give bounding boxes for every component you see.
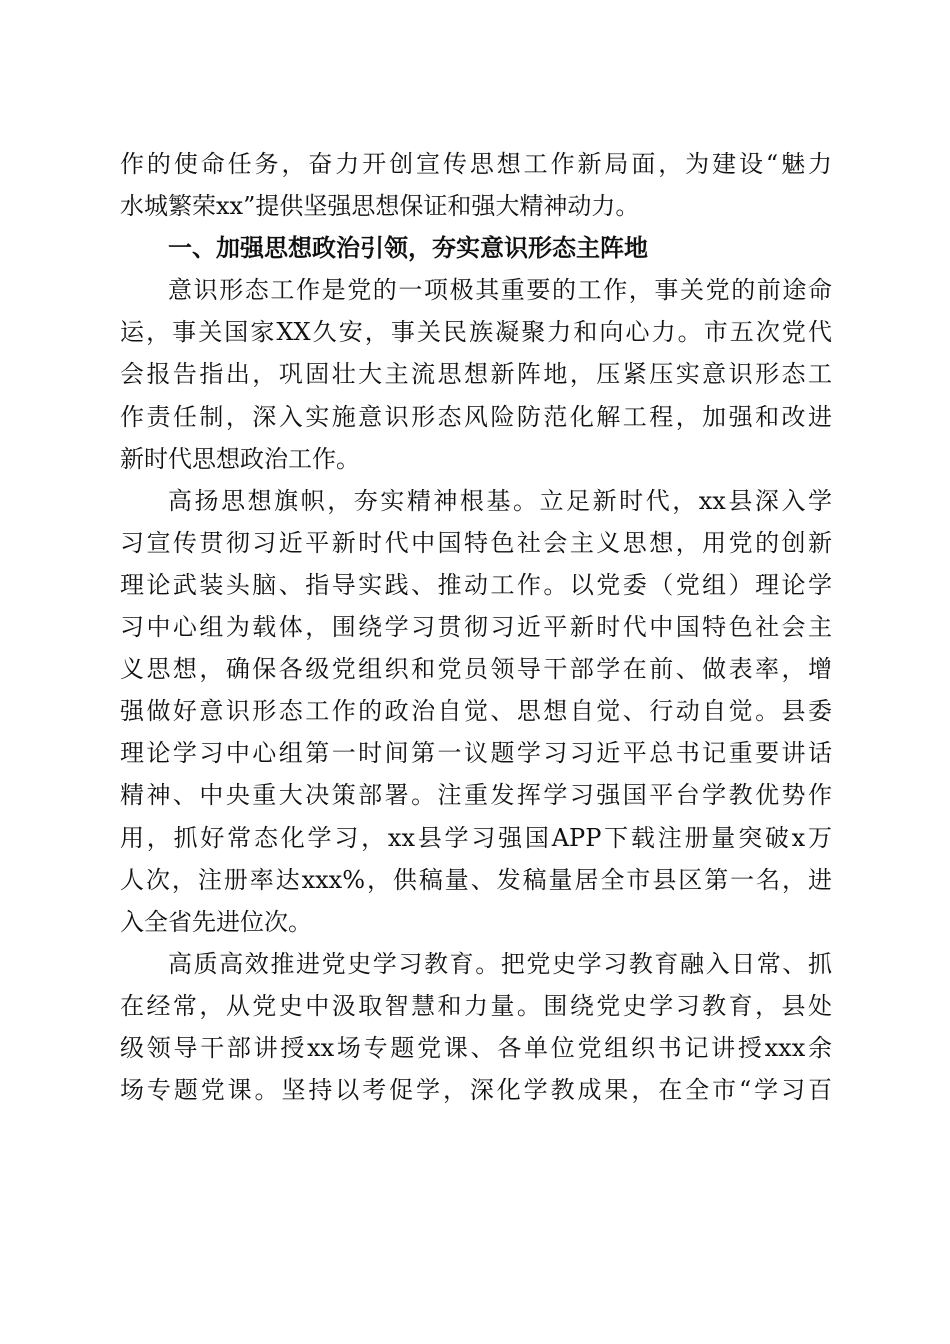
text-line: 高质高效推进党史学习教育。把党史学习教育融入日常、抓 — [168, 949, 832, 978]
text-line: 精神、中央重大决策部署。注重发挥学习强国平台学教优势作 — [120, 781, 832, 810]
text-line: 作责任制，深入实施意识形态风险防范化解工程，加强和改进 — [120, 402, 832, 431]
text-line: 理论武装头脑、指导实践、推动工作。以党委（党组）理论学 — [120, 570, 832, 599]
section-heading-1 — [120, 227, 832, 269]
text-line: 新时代思想政治工作。 — [120, 444, 360, 473]
text-line: 场专题党课。坚持以考促学，深化学教成果，在全市“学习百 — [120, 1076, 832, 1105]
text-line: 人次，注册率达xxx%，供稿量、发稿量居全市县区第一名，进 — [120, 865, 832, 894]
paragraph-continuation — [120, 143, 832, 227]
paragraph-party-history — [120, 943, 832, 1111]
section-heading-text: 一、加强思想政治引领，夯实意识形态主阵地 — [168, 234, 648, 263]
text-line: 意识形态工作是党的一项极其重要的工作，事关党的前途命 — [168, 276, 832, 305]
text-line: 作的使命任务，奋力开创宣传思想工作新局面，为建设“魅力 — [120, 150, 832, 178]
text-line: 高扬思想旗帜，夯实精神根基。立足新时代，xx县深入学 — [168, 486, 832, 515]
paragraph-ideology-work — [120, 269, 832, 479]
text-line: 理论学习中心组第一时间第一议题学习习近平总书记重要讲话 — [120, 739, 832, 768]
text-line: 水城繁荣xx”提供坚强思想保证和强大精神动力。 — [120, 192, 640, 221]
document-body — [120, 143, 832, 1111]
text-line: 级领导干部讲授xx场专题党课、各单位党组织书记讲授xxx余 — [120, 1033, 832, 1062]
text-line: 义思想，确保各级党组织和党员领导干部学在前、做表率，增 — [120, 655, 832, 684]
text-line: 会报告指出，巩固壮大主流思想新阵地，压紧压实意识形态工 — [120, 360, 832, 389]
text-line: 在经常，从党史中汲取智慧和力量。围绕党史学习教育，县处 — [120, 991, 832, 1020]
text-line: 入全省先进位次。 — [120, 907, 312, 936]
text-line: 运，事关国家XX久安，事关民族凝聚力和向心力。市五次党代 — [120, 318, 832, 347]
text-line: 习中心组为载体，围绕学习贯彻习近平新时代中国特色社会主 — [120, 613, 832, 642]
text-line: 用，抓好常态化学习，xx县学习强国APP下载注册量突破x万 — [120, 823, 832, 852]
paragraph-ideological-banner — [120, 480, 832, 943]
text-line: 强做好意识形态工作的政治自觉、思想自觉、行动自觉。县委 — [120, 697, 832, 726]
text-line: 习宣传贯彻习近平新时代中国特色社会主义思想，用党的创新 — [120, 528, 832, 557]
